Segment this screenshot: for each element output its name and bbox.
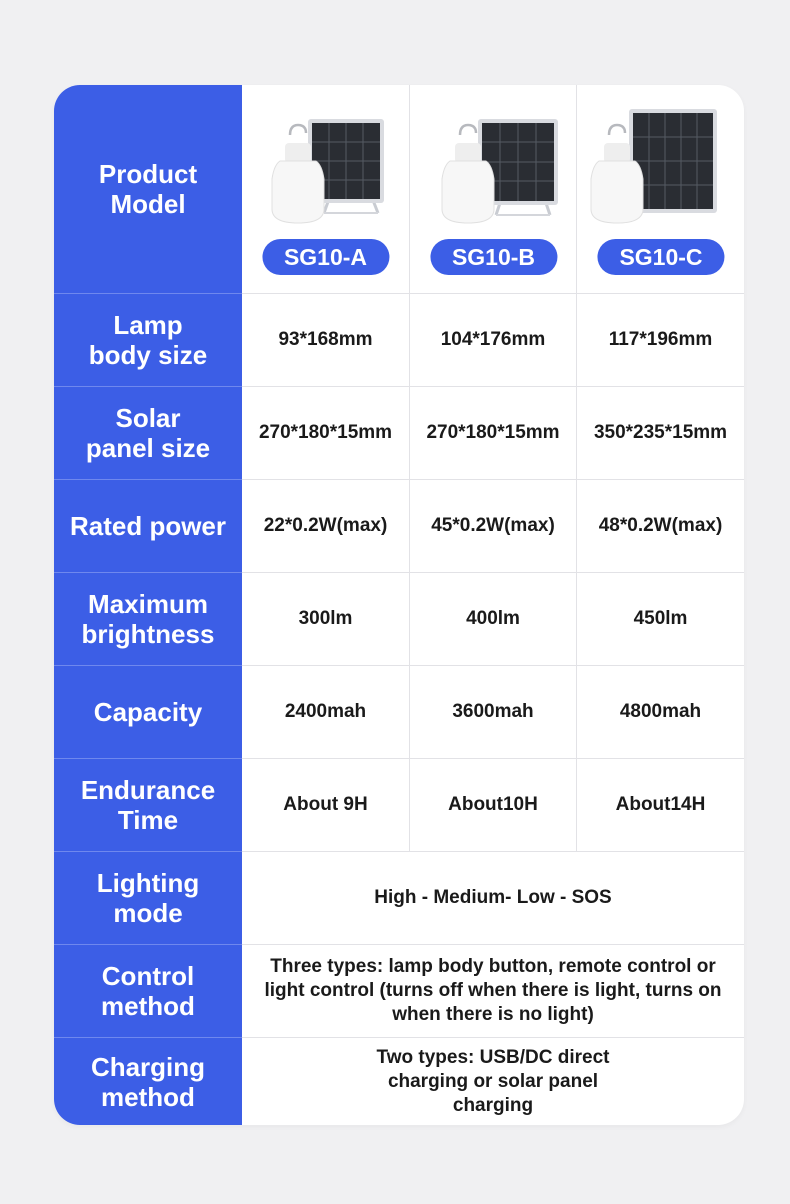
spec-table bbox=[54, 85, 744, 1125]
cell-span: Three types: lamp body button, remote control or light control (turns off when there is light, turns on when there is no light) bbox=[264, 956, 722, 1025]
cell-b: 45*0.2W(max) bbox=[409, 480, 576, 572]
model-badge-a: SG10-A bbox=[262, 239, 389, 275]
row-solar-panel-size bbox=[54, 387, 744, 479]
row-label: Lighting mode bbox=[96, 868, 200, 928]
row-maximum-brightness bbox=[54, 573, 744, 665]
row-label: Lamp body size bbox=[88, 310, 208, 370]
row-label: Charging method bbox=[90, 1051, 206, 1112]
row-label-product-model: Product Model bbox=[98, 159, 198, 219]
product-image-b bbox=[410, 85, 577, 235]
cell-span: Two types: USB/DC direct charging or solar panel charging bbox=[376, 1046, 610, 1116]
cell-a: 22*0.2W(max) bbox=[263, 515, 388, 536]
cell-span: High - Medium- Low - SOS bbox=[374, 887, 612, 908]
row-label: Solar panel size bbox=[85, 403, 211, 463]
row-label: Maximum brightness bbox=[81, 589, 215, 649]
cell-b: 400lm bbox=[409, 573, 576, 665]
product-cell-a bbox=[242, 85, 409, 293]
cell-c: 450lm bbox=[576, 573, 744, 665]
row-label: Rated power bbox=[69, 511, 227, 541]
row-label: Capacity bbox=[93, 697, 203, 727]
cell-c: 117*196mm bbox=[576, 294, 744, 386]
row-control-method bbox=[54, 945, 744, 1037]
cell-c: About14H bbox=[576, 759, 744, 851]
cell-c: 48*0.2W(max) bbox=[576, 480, 744, 572]
cell-b: 3600mah bbox=[409, 666, 576, 758]
model-badge-b: SG10-B bbox=[430, 239, 557, 275]
row-endurance-time bbox=[54, 759, 744, 851]
row-charging-method bbox=[54, 1038, 744, 1125]
cell-c: 350*235*15mm bbox=[576, 387, 744, 479]
product-cell-c bbox=[576, 85, 744, 293]
row-label: Endurance Time bbox=[80, 775, 216, 835]
cell-a: About 9H bbox=[283, 794, 368, 815]
row-rated-power bbox=[54, 480, 744, 572]
cell-a: 270*180*15mm bbox=[258, 422, 393, 443]
cell-b: 270*180*15mm bbox=[409, 387, 576, 479]
row-label: Control method bbox=[101, 961, 195, 1021]
cell-a: 93*168mm bbox=[278, 329, 373, 350]
product-cell-b bbox=[409, 85, 577, 293]
row-lamp-body-size bbox=[54, 294, 744, 386]
cell-a: 300lm bbox=[298, 608, 353, 629]
row-capacity bbox=[54, 666, 744, 758]
cell-b: About10H bbox=[409, 759, 576, 851]
product-model-row bbox=[54, 85, 744, 293]
cell-c: 4800mah bbox=[576, 666, 744, 758]
model-badge-c: SG10-C bbox=[597, 239, 724, 275]
cell-b: 104*176mm bbox=[409, 294, 576, 386]
product-image-a bbox=[242, 85, 409, 235]
product-image-c bbox=[577, 85, 744, 235]
row-lighting-mode bbox=[54, 852, 744, 944]
cell-a: 2400mah bbox=[284, 701, 367, 722]
